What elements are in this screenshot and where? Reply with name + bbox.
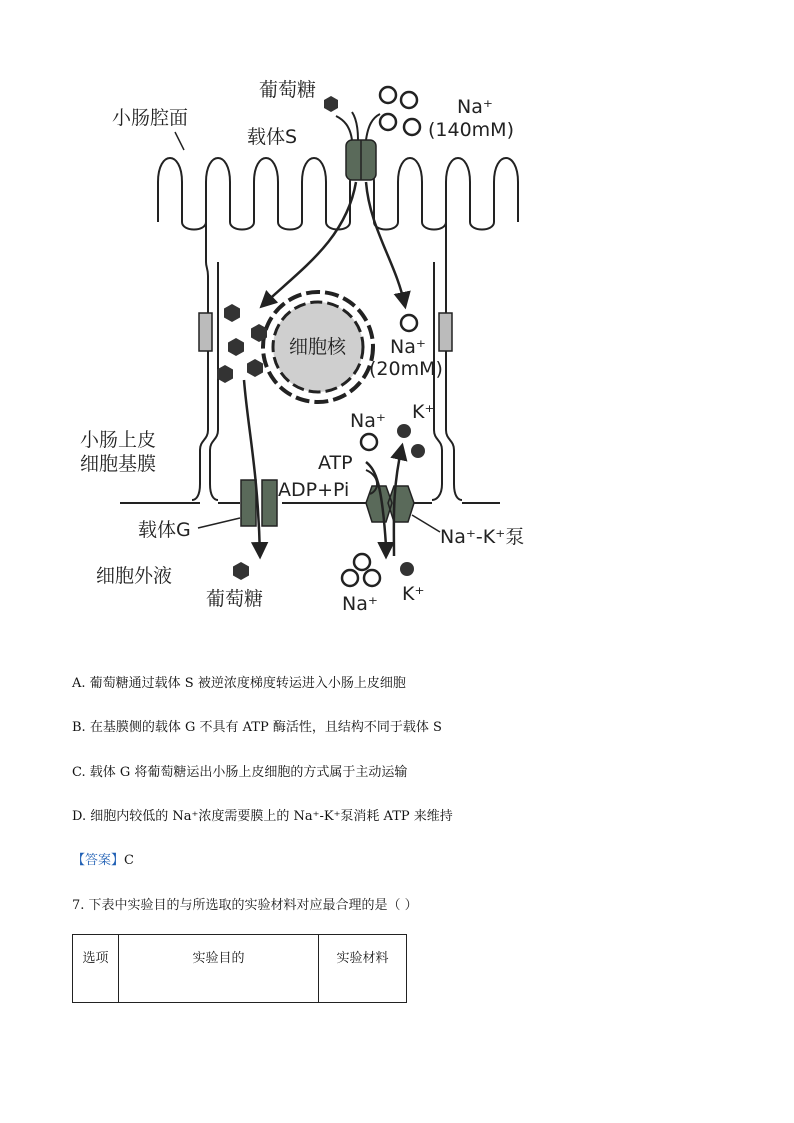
adp-pi-label: ADP+Pi (278, 479, 350, 501)
k-bottom-label: K⁺ (402, 583, 425, 605)
lumen-label: 小肠腔面 (112, 107, 189, 129)
pump-label: Na⁺-K⁺泵 (440, 526, 525, 548)
na-ion (364, 570, 380, 586)
option-c: C. 载体 G 将葡萄糖运出小肠上皮细胞的方式属于主动运输 (72, 765, 408, 780)
glucose-bottom-label: 葡萄糖 (206, 588, 264, 610)
na-ion (380, 114, 396, 130)
glucose-molecule (247, 359, 263, 377)
glucose-molecule (224, 304, 240, 322)
junction-left (199, 313, 212, 351)
option-a: A. 葡萄糖通过载体 S 被逆浓度梯度转运进入小肠上皮细胞 (72, 676, 406, 691)
carrier-g-label: 载体G (138, 519, 191, 541)
lateral-membrane-right-2 (432, 262, 442, 500)
na-ion (354, 554, 370, 570)
k-ion (397, 424, 411, 438)
answer-tag: 【答案】 (72, 853, 125, 868)
basement-label-1: 小肠上皮 (80, 429, 157, 451)
k-pump-in-label: K⁺ (412, 401, 435, 423)
carrier-s-label: 载体S (247, 126, 298, 148)
glucose-molecule (228, 338, 244, 356)
na-ion (342, 570, 358, 586)
glucose-top-label: 葡萄糖 (259, 79, 317, 101)
table-header-row (73, 935, 407, 1003)
na-top-conc-label: (140mM) (428, 119, 514, 141)
glucose-exit-arrow (244, 380, 260, 556)
answer-value: C (124, 853, 134, 868)
na-ion (404, 119, 420, 135)
apical-membrane (158, 158, 518, 230)
table-header-purpose: 实验目的 (119, 935, 319, 1003)
basement-label-2: 细胞基膜 (80, 453, 157, 475)
junction-right (439, 313, 452, 351)
lateral-membrane-left (192, 222, 208, 500)
carrier-g-left (241, 480, 256, 526)
glucose-molecule (233, 562, 249, 580)
na-entry-arrow (366, 182, 405, 306)
question-7-table (72, 934, 407, 1003)
na-top-label: Na⁺ (457, 96, 493, 118)
na-ion (401, 315, 417, 331)
glucose-entry-arrow (262, 182, 356, 306)
glucose-molecule (217, 365, 233, 383)
table-header-option: 选项 (73, 935, 119, 1003)
carrier-g-right (262, 480, 277, 526)
answer-line (72, 852, 134, 870)
glucose-molecule (324, 96, 338, 112)
option-b: B. 在基膜侧的载体 G 不具有 ATP 酶活性，且结构不同于载体 S (72, 720, 442, 735)
na-mid-conc-label: (20mM) (369, 358, 443, 380)
nucleus-label: 细胞核 (289, 336, 347, 358)
na-pump-in-label: Na⁺ (350, 410, 386, 432)
extracellular-label: 细胞外液 (96, 565, 173, 587)
table-header-material: 实验材料 (319, 935, 407, 1003)
question-7: 7. 下表中实验目的与所选取的实验材料对应最合理的是（ ） (72, 898, 418, 913)
na-mid-label: Na⁺ (390, 336, 426, 358)
na-bottom-label: Na⁺ (342, 593, 378, 615)
atp-label: ATP (318, 452, 353, 474)
k-ion (411, 444, 425, 458)
option-d: D. 细胞内较低的 Na⁺浓度需要膜上的 Na⁺-K⁺泵消耗 ATP 来维持 (72, 809, 453, 824)
na-ion (401, 92, 417, 108)
na-ion (361, 434, 377, 450)
lateral-membrane-right (446, 222, 462, 500)
na-ion (380, 87, 396, 103)
lateral-membrane-left-2 (210, 262, 218, 500)
k-ion (400, 562, 414, 576)
